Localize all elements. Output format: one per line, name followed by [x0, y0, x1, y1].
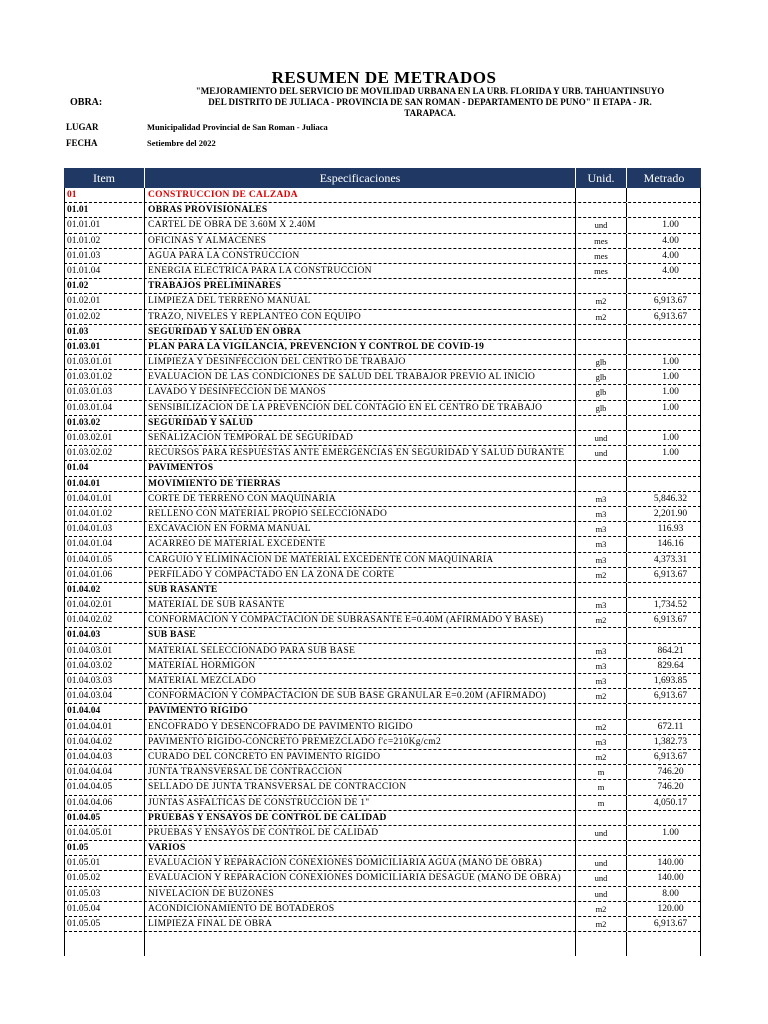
unit-cell: und	[576, 218, 627, 232]
table-row	[64, 750, 701, 765]
table-row	[64, 613, 701, 628]
metrado-cell: 6,913.67	[627, 917, 701, 931]
metrado-cell: 4.00	[627, 249, 701, 263]
obra-description	[150, 86, 710, 119]
table-row	[64, 720, 701, 735]
item-cell: 01.03.01.02	[64, 370, 145, 384]
spec-cell: VARIOS	[145, 841, 576, 855]
item-cell: 01.04.02.02	[64, 613, 145, 627]
spec-cell: EVALUACION DE LAS CONDICIONES DE SALUD DEL TRABAJOR PREVIO AL INICIO	[145, 370, 576, 384]
metrado-cell: 4.00	[627, 264, 701, 278]
metrado-cell	[627, 279, 701, 293]
lugar-label: LUGAR	[66, 122, 99, 132]
item-cell: 01.04.04	[64, 704, 145, 718]
metrado-cell	[627, 188, 701, 202]
item-cell: 01.03.01.04	[64, 401, 145, 415]
spec-cell: ACARREO DE MATERIAL EXCEDENTE	[145, 537, 576, 551]
table-row	[64, 583, 701, 598]
spec-cell: MATERIAL HORMIGON	[145, 659, 576, 673]
table-body	[64, 188, 701, 932]
table-row	[64, 659, 701, 674]
lugar-value: Municipalidad Provincial de San Roman - Juliaca	[147, 122, 328, 132]
item-cell: 01.04.02.01	[64, 598, 145, 612]
item-cell: 01.02.01	[64, 294, 145, 308]
unit-cell: m3	[576, 553, 627, 567]
item-cell: 01.04.01.03	[64, 522, 145, 536]
metrado-cell: 6,913.67	[627, 750, 701, 764]
item-cell: 01.04.04.05	[64, 780, 145, 794]
metrado-cell: 6,913.67	[627, 310, 701, 324]
table-row	[64, 188, 701, 203]
item-cell: 01.02	[64, 279, 145, 293]
spec-cell: PAVIMENTOS	[145, 461, 576, 475]
unit-cell: m2	[576, 689, 627, 703]
unit-cell: und	[576, 446, 627, 460]
table-row	[64, 841, 701, 856]
fecha-value: Setiembre del 2022	[147, 138, 216, 148]
spec-cell: JUNTA TRANSVERSAL DE CONTRACCION	[145, 765, 576, 779]
item-cell: 01.04.01.05	[64, 553, 145, 567]
spec-cell: MATERIAL SELECCIONADO PARA SUB BASE	[145, 644, 576, 658]
footer-cell	[145, 932, 576, 956]
table-row	[64, 902, 701, 917]
metrado-cell: 4.00	[627, 234, 701, 248]
unit-cell: und	[576, 826, 627, 840]
table-row	[64, 279, 701, 294]
footer-cell	[576, 932, 627, 956]
metrado-cell: 1,734.52	[627, 598, 701, 612]
spec-cell: PRUEBAS Y ENSAYOS DE CONTROL DE CALIDAD	[145, 811, 576, 825]
metrado-cell	[627, 477, 701, 491]
spec-cell: PAVIMENTO RIGIDO-CONCRETO PREMEZCLADO f'c=210Kg/cm2	[145, 735, 576, 749]
metrado-cell: 1.00	[627, 446, 701, 460]
spec-cell: SEÑALIZACION TEMPORAL DE SEGURIDAD	[145, 431, 576, 445]
item-cell: 01.03.01	[64, 340, 145, 354]
obra-line-1: "MEJORAMIENTO DEL SERVICIO DE MOVILIDAD URBANA EN LA URB. FLORIDA Y URB. TAHUANTINSUYO	[195, 86, 665, 96]
item-cell: 01.04.02	[64, 583, 145, 597]
item-cell: 01	[64, 188, 145, 202]
unit-cell: m3	[576, 674, 627, 688]
metrado-cell: 746.20	[627, 765, 701, 779]
spec-cell: ENERGIA ELECTRICA PARA LA CONSTRUCCION	[145, 264, 576, 278]
unit-cell: m2	[576, 310, 627, 324]
table-row	[64, 522, 701, 537]
metrado-cell: 746.20	[627, 780, 701, 794]
table-row	[64, 917, 701, 932]
footer-cell	[64, 932, 145, 956]
spec-cell: PERFILADO Y COMPACTADO EN LA ZONA DE CORTE	[145, 568, 576, 582]
unit-cell	[576, 188, 627, 202]
metrado-cell: 6,913.67	[627, 689, 701, 703]
metrado-cell	[627, 704, 701, 718]
unit-cell: m2	[576, 917, 627, 931]
item-cell: 01.04.05	[64, 811, 145, 825]
table-row	[64, 796, 701, 811]
table-row	[64, 401, 701, 416]
spec-cell: LIMPIEZA DEL TERRENO MANUAL	[145, 294, 576, 308]
table-row	[64, 325, 701, 340]
spec-cell: AGUA PARA LA CONSTRUCCION	[145, 249, 576, 263]
unit-cell: m	[576, 765, 627, 779]
item-cell: 01.04.04.03	[64, 750, 145, 764]
spec-cell: SENSIBILIZACION DE LA PREVENCION DEL CONTAGIO EN EL CENTRO DE TRABAJO	[145, 401, 576, 415]
spec-cell: RECURSOS PARA RESPUESTAS ANTE EMERGENCIAS EN SEGURIDAD Y SALUD DURANTE	[145, 446, 576, 460]
metrado-cell: 1.00	[627, 370, 701, 384]
unit-cell: m3	[576, 659, 627, 673]
column-header-metrado: Metrado	[643, 170, 685, 185]
obra-line-3: TARAPACA.	[404, 108, 456, 118]
spec-cell: OFICINAS Y ALMACENES	[145, 234, 576, 248]
table-footer-space	[64, 932, 701, 956]
table-row	[64, 856, 701, 871]
metrado-cell: 4,373.31	[627, 553, 701, 567]
metrado-cell	[627, 325, 701, 339]
item-cell: 01.01	[64, 203, 145, 217]
spec-cell: EVALUACION Y REPARACION CONEXIONES DOMICILIARIA DESAGUE (MANO DE OBRA)	[145, 871, 576, 885]
table-row	[64, 887, 701, 902]
item-cell: 01.04.01.02	[64, 507, 145, 521]
unit-cell: glb	[576, 401, 627, 415]
metrado-cell: 829.64	[627, 659, 701, 673]
item-cell: 01.05	[64, 841, 145, 855]
spec-cell: OBRAS PROVISIONALES	[145, 203, 576, 217]
unit-cell: und	[576, 871, 627, 885]
table-row	[64, 628, 701, 643]
spec-cell: RELLENO CON MATERIAL PROPIO SELECCIONADO	[145, 507, 576, 521]
spec-cell: SUB BASE	[145, 628, 576, 642]
spec-cell: ENCOFRADO Y DESENCOFRADO DE PAVIMENTO RIGIDO	[145, 720, 576, 734]
table-row	[64, 644, 701, 659]
unit-cell	[576, 841, 627, 855]
item-cell: 01.04.01.04	[64, 537, 145, 551]
metrado-cell: 140.00	[627, 856, 701, 870]
metrado-cell: 116.93	[627, 522, 701, 536]
unit-cell: m	[576, 796, 627, 810]
unit-cell: glb	[576, 355, 627, 369]
unit-cell: m3	[576, 522, 627, 536]
table-row	[64, 294, 701, 309]
spec-cell: LIMPIEZA Y DESINFECCION DEL CENTRO DE TRABAJO	[145, 355, 576, 369]
metrado-cell	[627, 461, 701, 475]
item-cell: 01.05.02	[64, 871, 145, 885]
spec-cell: SEGURIDAD Y SALUD EN OBRA	[145, 325, 576, 339]
table-row	[64, 537, 701, 552]
metrado-cell: 6,913.67	[627, 294, 701, 308]
unit-cell: m2	[576, 613, 627, 627]
item-cell: 01.01.03	[64, 249, 145, 263]
column-header-spec: Especificaciones	[145, 168, 576, 188]
table-row	[64, 735, 701, 750]
metrado-cell: 1.00	[627, 401, 701, 415]
unit-cell: m2	[576, 750, 627, 764]
item-cell: 01.04.03	[64, 628, 145, 642]
table-row	[64, 477, 701, 492]
spec-cell: PLAN PARA LA VIGILANCIA, PREVENCION Y CONTROL DE COVID-19	[145, 340, 576, 354]
spec-cell: CONFORMACION Y COMPACTACION DE SUBRASANTE E=0.40M (AFIRMADO Y BASE)	[145, 613, 576, 627]
spec-cell: PAVIMENTO RIGIDO	[145, 704, 576, 718]
item-cell: 01.04.04.06	[64, 796, 145, 810]
document-title: RESUMEN DE METRADOS	[271, 68, 497, 87]
table-row	[64, 249, 701, 264]
table-row	[64, 826, 701, 841]
unit-cell: mes	[576, 249, 627, 263]
unit-cell: glb	[576, 385, 627, 399]
unit-cell: und	[576, 856, 627, 870]
metrado-cell: 6,913.67	[627, 568, 701, 582]
table-header	[64, 168, 701, 188]
item-cell: 01.04.04.01	[64, 720, 145, 734]
obra-label: OBRA:	[70, 97, 103, 108]
table-row	[64, 234, 701, 249]
item-cell: 01.04.04.02	[64, 735, 145, 749]
item-cell: 01.05.04	[64, 902, 145, 916]
unit-cell: mes	[576, 234, 627, 248]
unit-cell: und	[576, 431, 627, 445]
unit-cell	[576, 628, 627, 642]
spec-cell: TRAZO, NIVELES Y REPLANTEO CON EQUIPO	[145, 310, 576, 324]
metrado-cell: 5,846.32	[627, 492, 701, 506]
item-cell: 01.04.03.04	[64, 689, 145, 703]
unit-cell: m3	[576, 507, 627, 521]
table-row	[64, 370, 701, 385]
unit-cell	[576, 704, 627, 718]
unit-cell	[576, 477, 627, 491]
table-row	[64, 704, 701, 719]
item-cell: 01.04.03.02	[64, 659, 145, 673]
spec-cell: CARGUIO Y ELIMINACION DE MATERIAL EXCEDENTE CON MAQUINARIA	[145, 553, 576, 567]
table-row	[64, 674, 701, 689]
table-row	[64, 689, 701, 704]
metrado-cell: 6,913.67	[627, 613, 701, 627]
unit-cell	[576, 325, 627, 339]
table-row	[64, 264, 701, 279]
column-header-unit: Unid.	[576, 168, 627, 188]
unit-cell: glb	[576, 370, 627, 384]
table-row	[64, 553, 701, 568]
metrados-table	[64, 168, 701, 956]
metrado-cell: 120.00	[627, 902, 701, 916]
item-cell: 01.01.02	[64, 234, 145, 248]
spec-cell: JUNTAS ASFALTICAS DE CONSTRUCCION DE 1"	[145, 796, 576, 810]
table-row	[64, 598, 701, 613]
column-header-item: Item	[64, 168, 145, 188]
metrado-cell	[627, 340, 701, 354]
table-row	[64, 218, 701, 233]
unit-cell: m3	[576, 598, 627, 612]
item-cell: 01.03	[64, 325, 145, 339]
item-cell: 01.04.05.01	[64, 826, 145, 840]
unit-cell: m2	[576, 902, 627, 916]
spec-cell: CONSTRUCCION DE CALZADA	[145, 188, 576, 202]
table-row	[64, 492, 701, 507]
spec-cell: SEGURIDAD Y SALUD	[145, 416, 576, 430]
spec-cell: CONFORMACION Y COMPACTACION DE SUB BASE GRANULAR E=0.20M (AFIRMADO)	[145, 689, 576, 703]
unit-cell	[576, 583, 627, 597]
unit-cell: m3	[576, 492, 627, 506]
item-cell: 01.05.05	[64, 917, 145, 931]
unit-cell: m2	[576, 720, 627, 734]
unit-cell: m3	[576, 644, 627, 658]
metrado-cell: 1,693.85	[627, 674, 701, 688]
table-row	[64, 340, 701, 355]
item-cell: 01.03.02.02	[64, 446, 145, 460]
table-row	[64, 871, 701, 886]
metrado-cell: 140.00	[627, 871, 701, 885]
spec-cell: MATERIAL MEZCLADO	[145, 674, 576, 688]
metrado-cell: 8.00	[627, 887, 701, 901]
table-row	[64, 203, 701, 218]
unit-cell: und	[576, 887, 627, 901]
item-cell: 01.04	[64, 461, 145, 475]
spec-cell: CURADO DEL CONCRETO EN PAVIMENTO RIGIDO	[145, 750, 576, 764]
unit-cell: m3	[576, 537, 627, 551]
unit-cell	[576, 203, 627, 217]
metrado-cell: 1,382.73	[627, 735, 701, 749]
obra-line-2: DEL DISTRITO DE JULIACA - PROVINCIA DE SAN ROMAN - DEPARTAMENTO DE PUNO" II ETAPA - JR.	[208, 97, 652, 107]
table-row	[64, 355, 701, 370]
item-cell: 01.02.02	[64, 310, 145, 324]
table-row	[64, 780, 701, 795]
spec-cell: SELLADO DE JUNTA TRANSVERSAL DE CONTRACCION	[145, 780, 576, 794]
item-cell: 01.03.01.03	[64, 385, 145, 399]
item-cell: 01.01.04	[64, 264, 145, 278]
metrado-cell: 1.00	[627, 218, 701, 232]
metrado-cell: 1.00	[627, 826, 701, 840]
unit-cell: m2	[576, 294, 627, 308]
table-row	[64, 431, 701, 446]
metrado-cell: 1.00	[627, 431, 701, 445]
metrado-cell: 2,201.90	[627, 507, 701, 521]
spec-cell: SUB RASANTE	[145, 583, 576, 597]
item-cell: 01.01.01	[64, 218, 145, 232]
spec-cell: LAVADO Y DESINFECCION DE MANOS	[145, 385, 576, 399]
table-row	[64, 507, 701, 522]
spec-cell: EVALUACION Y REPARACION CONEXIONES DOMICILIARIA AGUA (MANO DE OBRA)	[145, 856, 576, 870]
table-row	[64, 811, 701, 826]
spec-cell: TRABAJOS PRELIMINARES	[145, 279, 576, 293]
table-row	[64, 310, 701, 325]
unit-cell: m2	[576, 568, 627, 582]
item-cell: 01.03.02	[64, 416, 145, 430]
spec-cell: CORTE DE TERRENO CON MAQUINARIA	[145, 492, 576, 506]
spec-cell: MOVIMIENTO DE TIERRAS	[145, 477, 576, 491]
table-row	[64, 765, 701, 780]
metrado-cell: 1.00	[627, 385, 701, 399]
metrado-cell: 4,050.17	[627, 796, 701, 810]
unit-cell: m3	[576, 735, 627, 749]
item-cell: 01.04.01.06	[64, 568, 145, 582]
unit-cell	[576, 340, 627, 354]
spec-cell: PRUEBAS Y ENSAYOS DE CONTROL DE CALIDAD	[145, 826, 576, 840]
table-row	[64, 568, 701, 583]
item-cell: 01.04.01.01	[64, 492, 145, 506]
item-cell: 01.04.03.01	[64, 644, 145, 658]
unit-cell	[576, 811, 627, 825]
item-cell: 01.04.04.04	[64, 765, 145, 779]
footer-cell	[627, 932, 701, 956]
item-cell: 01.04.03.03	[64, 674, 145, 688]
spec-cell: EXCAVACION EN FORMA MANUAL	[145, 522, 576, 536]
metrado-cell	[627, 416, 701, 430]
table-row	[64, 385, 701, 400]
spec-cell: NIVELACION DE BUZONES	[145, 887, 576, 901]
table-row	[64, 416, 701, 431]
spec-cell: MATERIAL DE SUB RASANTE	[145, 598, 576, 612]
metrado-cell	[627, 811, 701, 825]
unit-cell: mes	[576, 264, 627, 278]
metrado-cell	[627, 628, 701, 642]
unit-cell	[576, 279, 627, 293]
metrado-cell: 672.11	[627, 720, 701, 734]
metrado-cell: 1.00	[627, 355, 701, 369]
unit-cell	[576, 416, 627, 430]
metrado-cell	[627, 203, 701, 217]
fecha-label: FECHA	[66, 138, 98, 148]
table-row	[64, 461, 701, 476]
unit-cell: m	[576, 780, 627, 794]
item-cell: 01.05.03	[64, 887, 145, 901]
metrado-cell	[627, 583, 701, 597]
spec-cell: LIMPIEZA FINAL DE OBRA	[145, 917, 576, 931]
item-cell: 01.05.01	[64, 856, 145, 870]
item-cell: 01.03.01.01	[64, 355, 145, 369]
metrado-cell: 146.16	[627, 537, 701, 551]
unit-cell	[576, 461, 627, 475]
item-cell: 01.04.01	[64, 477, 145, 491]
spec-cell: CARTEL DE OBRA DE 3.60M X 2.40M	[145, 218, 576, 232]
metrado-cell: 864.21	[627, 644, 701, 658]
table-row	[64, 446, 701, 461]
item-cell: 01.03.02.01	[64, 431, 145, 445]
metrado-cell	[627, 841, 701, 855]
spec-cell: ACONDICIONAMIENTO DE BOTADEROS	[145, 902, 576, 916]
